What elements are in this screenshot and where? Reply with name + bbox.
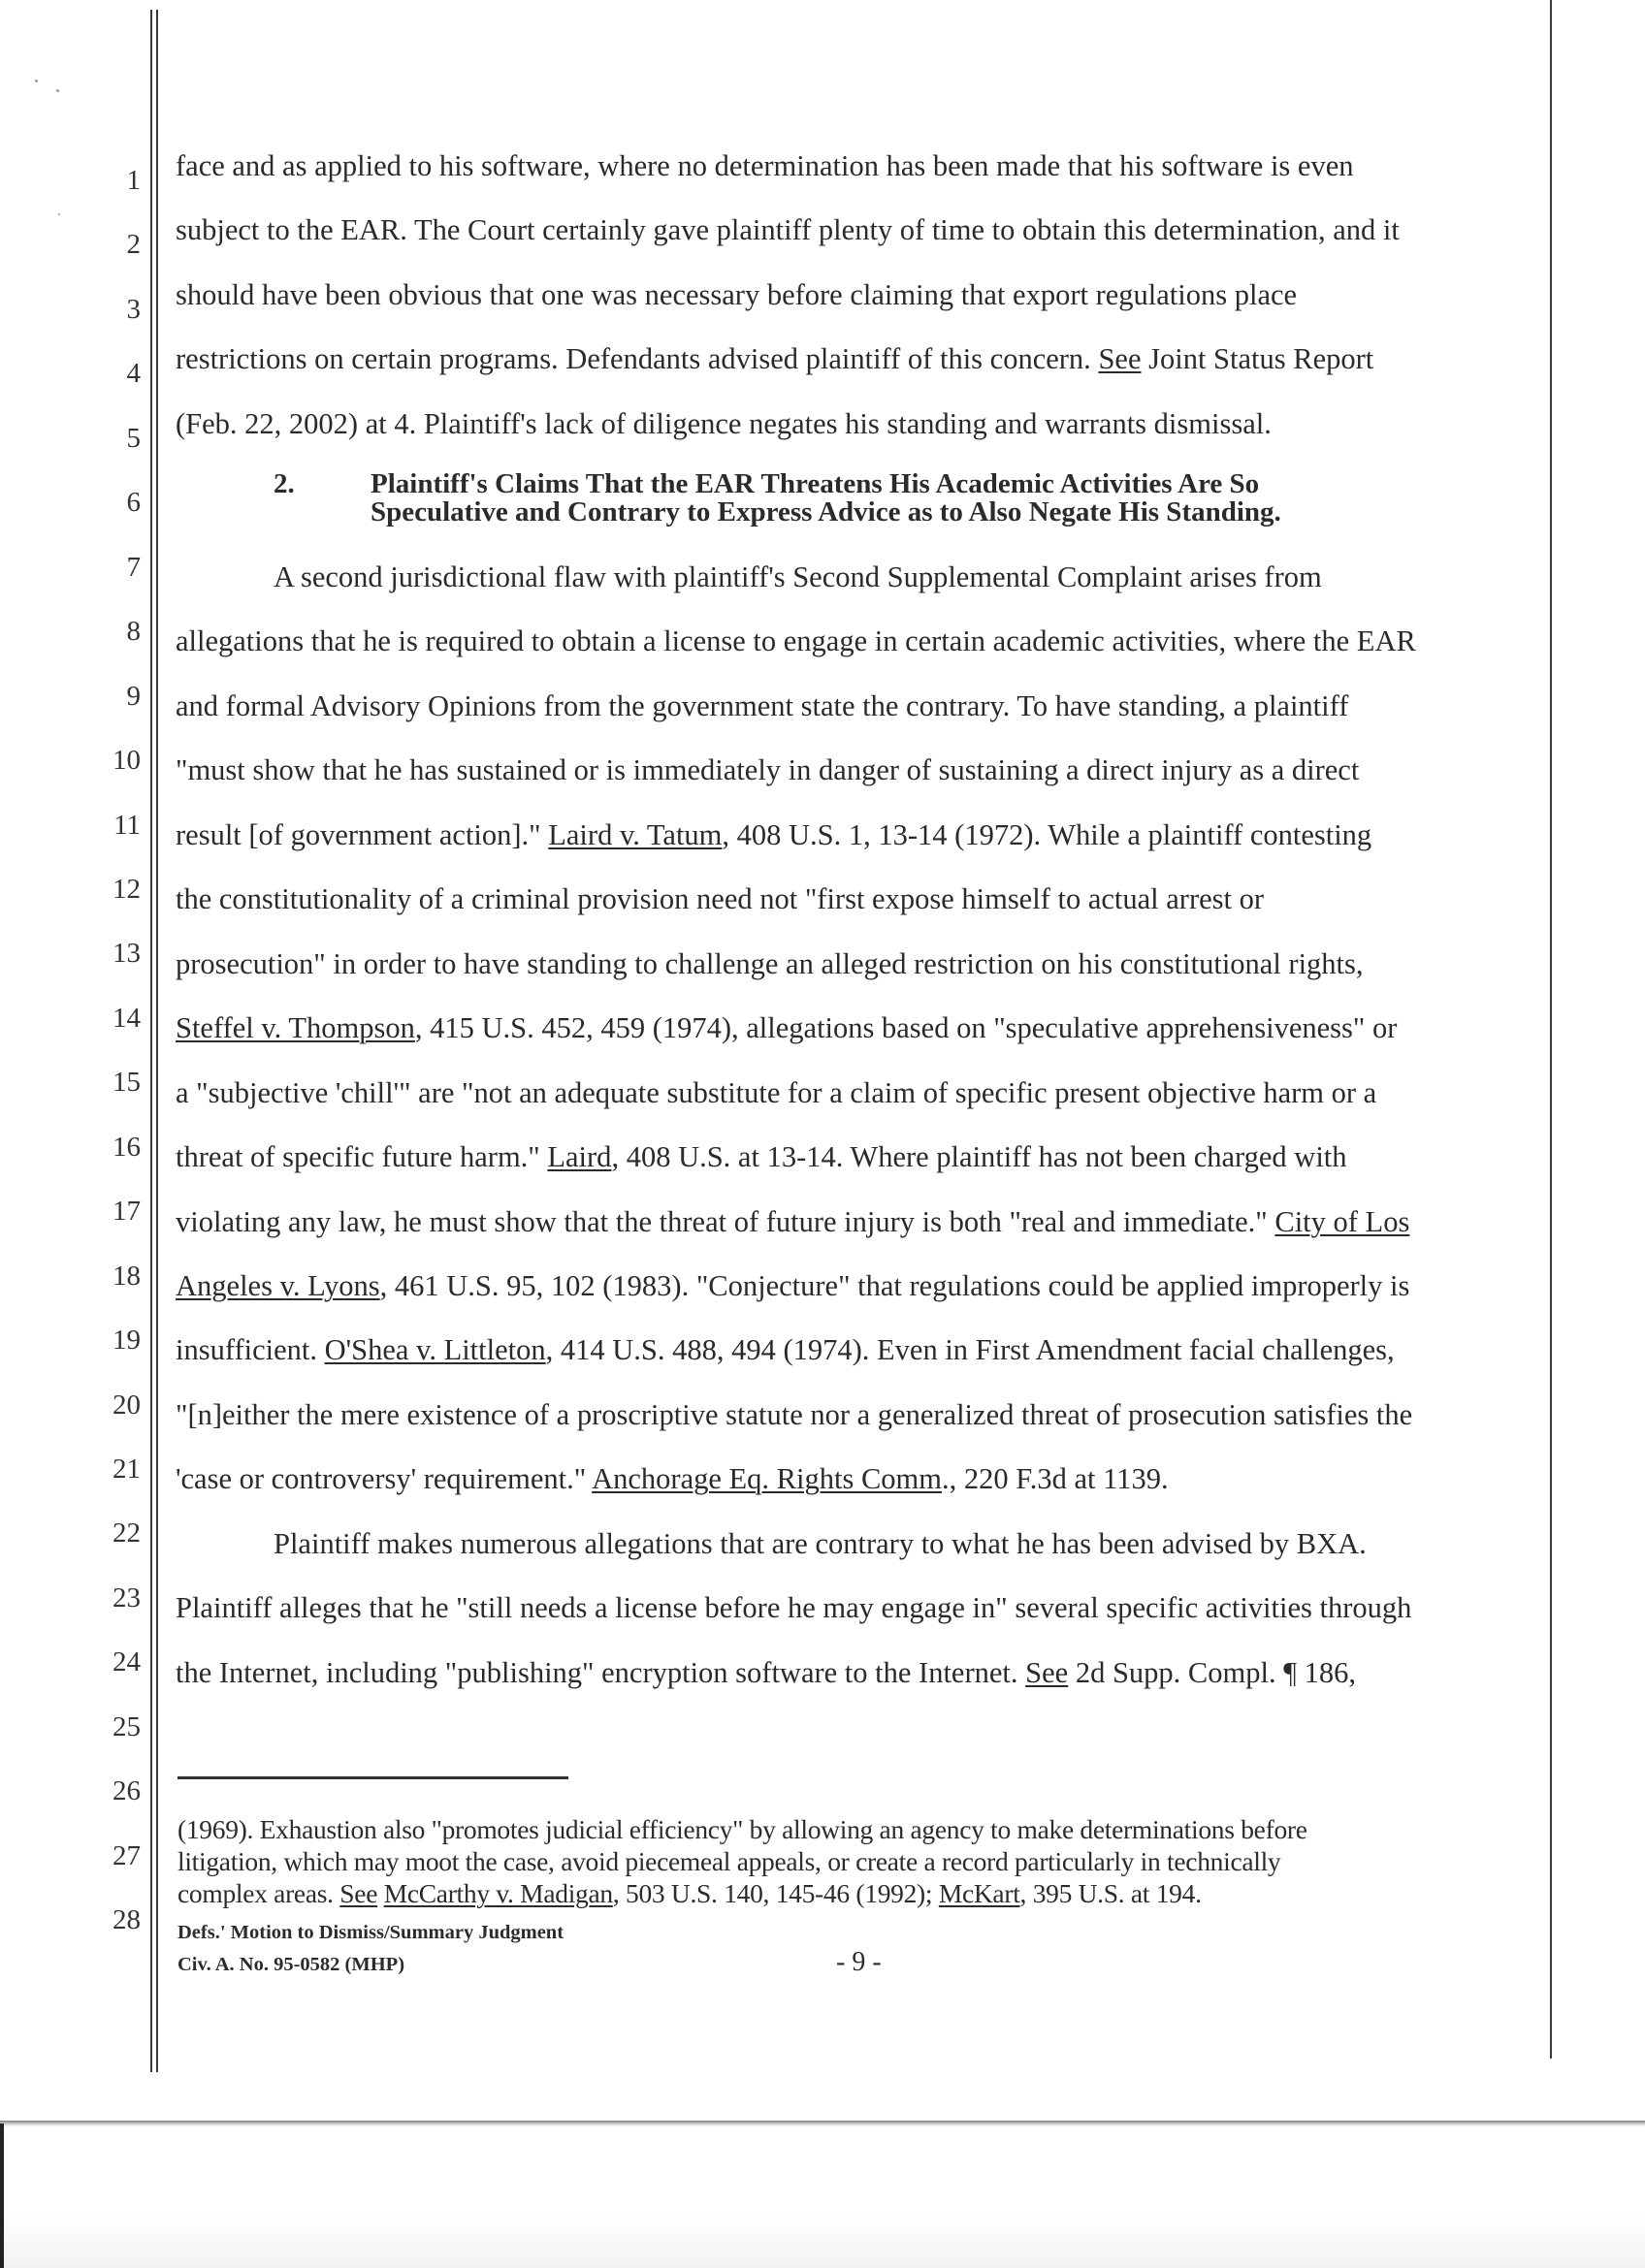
line-number: 16 — [113, 1131, 141, 1163]
text-span: , 461 U.S. 95, 102 (1983). "Conjecture" that regulations could be applied improperly is — [379, 1268, 1410, 1302]
body-text-line — [176, 1268, 1410, 1302]
line-number: 11 — [113, 809, 141, 841]
text-span: 'case or controversy' requirement." — [176, 1462, 593, 1496]
body-text-line: should have been obvious that one was necessary before claiming that export regulations place — [176, 277, 1298, 311]
body-text-line — [176, 1204, 1410, 1238]
body-text-line: subject to the EAR. The Court certainly gave plaintiff plenty of time to obtain this determination, and it — [176, 213, 1400, 247]
footnote-text: complex areas. — [177, 1878, 340, 1908]
body-text-line: the constitutionality of a criminal provision need not "first expose himself to actual arrest or — [176, 882, 1265, 916]
line-number: 18 — [113, 1260, 141, 1292]
text-span: , 415 U.S. 452, 459 (1974), allegations based on "speculative apprehensiveness" or — [414, 1011, 1398, 1045]
text-span: Joint Status Report — [1141, 342, 1374, 376]
footnote-line-1: (1969). Exhaustion also "promotes judicial efficiency" by allowing an agency to make determinations before — [177, 1814, 1307, 1844]
line-number: 17 — [113, 1196, 141, 1228]
underlined-citation: Angeles v. Lyons — [176, 1268, 380, 1302]
left-margin-rule-outer — [150, 10, 152, 2072]
text-span: , 414 U.S. 488, 494 (1974). Even in First Amendment facial challenges, — [545, 1333, 1395, 1367]
line-number: 6 — [126, 487, 141, 519]
underlined-citation: Laird — [547, 1140, 612, 1174]
scan-speck — [56, 89, 59, 92]
body-text-line: a "subjective 'chill'" are "not an adequate substitute for a claim of specific present objective harm or a — [176, 1075, 1377, 1109]
text-span: threat of specific future harm." — [176, 1140, 548, 1174]
text-span: , 408 U.S. at 13-14. Where plaintiff has not been charged with — [611, 1140, 1347, 1174]
text-span: violating any law, he must show that the threat of future injury is both "real and immediate." — [176, 1204, 1275, 1238]
scanner-bed-area — [0, 2126, 1645, 2268]
line-number: 4 — [126, 358, 141, 390]
line-number: 15 — [113, 1067, 141, 1099]
scan-page-edge — [0, 2121, 1645, 2126]
text-span: restrictions on certain programs. Defendants advised plaintiff of this concern. — [176, 342, 1099, 376]
page-number: - 9 - — [836, 1947, 882, 1977]
text-span: insufficient. — [176, 1333, 325, 1367]
scan-speck — [58, 213, 60, 215]
text-span: the Internet, including "publishing" encryption software to the Internet. — [176, 1655, 1026, 1689]
body-text-line: Plaintiff makes numerous allegations that are contrary to what he has been advised by BXA. — [274, 1526, 1367, 1560]
body-text-line: face and as applied to his software, where no determination has been made that his software is even — [176, 149, 1354, 182]
body-text-line — [176, 1335, 1395, 1365]
body-text-line — [176, 1464, 1169, 1494]
underlined-citation: See — [1098, 342, 1142, 376]
line-number: 12 — [113, 873, 141, 905]
line-number: 2 — [126, 229, 141, 261]
text-span: ., 220 F.3d at 1139. — [942, 1462, 1169, 1496]
body-text-line — [176, 1013, 1397, 1043]
body-text-line: "must show that he has sustained or is immediately in danger of sustaining a direct injury as a direct — [176, 753, 1360, 787]
footnote-separator — [177, 1776, 568, 1779]
case-citation-mccarthy: McCarthy v. Madigan — [383, 1878, 613, 1908]
body-text-line: (Feb. 22, 2002) at 4. Plaintiff's lack of diligence negates his standing and warrants dismissal. — [176, 406, 1272, 440]
left-margin-rule-inner — [156, 10, 158, 2072]
line-number: 25 — [113, 1710, 141, 1742]
body-text-line: and formal Advisory Opinions from the government state the contrary. To have standing, a plaintiff — [176, 688, 1349, 722]
footnote-text — [377, 1878, 384, 1908]
text-span: result [of government action]." — [176, 817, 549, 851]
footer-caption-title: Defs.' Motion to Dismiss/Summary Judgment — [177, 1922, 564, 1943]
section-heading-line-2: Speculative and Contrary to Express Advice as to Also Negate His Standing. — [371, 496, 1281, 527]
body-text-line: allegations that he is required to obtain a license to engage in certain academic activities, where the EAR — [176, 624, 1416, 658]
line-number: 1 — [126, 165, 141, 196]
text-span: , 408 U.S. 1, 13-14 (1972). While a plaintiff contesting — [722, 817, 1372, 851]
underlined-citation: See — [1025, 1655, 1069, 1689]
line-number: 5 — [126, 422, 141, 454]
line-number: 10 — [113, 745, 141, 777]
line-number: 23 — [113, 1581, 141, 1613]
right-margin-rule — [1550, 0, 1552, 2059]
citation-signal-see: See — [339, 1878, 378, 1908]
line-number: 14 — [113, 1002, 141, 1034]
line-number: 13 — [113, 938, 141, 970]
scan-speck — [35, 80, 38, 82]
underlined-citation: City of Los — [1274, 1204, 1410, 1238]
scan-left-edge — [0, 2124, 4, 2268]
line-number: 28 — [113, 1904, 141, 1936]
line-number: 7 — [126, 551, 141, 583]
case-citation-mckart: McKart — [938, 1878, 1020, 1908]
underlined-citation: Anchorage Eq. Rights Comm — [592, 1462, 942, 1496]
line-number: 21 — [113, 1453, 141, 1485]
footnote-text: , 503 U.S. 140, 145-46 (1992); — [612, 1878, 939, 1908]
body-text-line: prosecution" in order to have standing to challenge an alleged restriction on his constitutional rights, — [176, 946, 1364, 980]
body-text-line — [176, 344, 1373, 374]
body-text-line: Plaintiff alleges that he "still needs a license before he may engage in" several specific activities through — [176, 1591, 1412, 1625]
line-number: 19 — [113, 1325, 141, 1357]
line-number: 22 — [113, 1517, 141, 1549]
body-text-line — [176, 1142, 1347, 1172]
body-text-line — [176, 817, 1372, 851]
text-span: 2d Supp. Compl. ¶ 186, — [1068, 1655, 1357, 1689]
line-number: 3 — [126, 293, 141, 325]
footnote-line-3 — [177, 1880, 1202, 1907]
underlined-citation: Laird v. Tatum — [548, 817, 723, 851]
line-number: 24 — [113, 1646, 141, 1678]
underlined-citation: O'Shea v. Littleton — [324, 1333, 546, 1367]
section-heading-line-1: Plaintiff's Claims That the EAR Threatens His Academic Activities Are So — [371, 468, 1260, 499]
line-number: 26 — [113, 1775, 141, 1807]
line-number: 27 — [113, 1839, 141, 1871]
line-number: 8 — [126, 616, 141, 648]
body-text-line — [176, 1655, 1357, 1689]
underlined-citation: Steffel v. Thompson — [176, 1011, 415, 1045]
line-number: 9 — [126, 680, 141, 712]
footer-caption-case-number: Civ. A. No. 95-0582 (MHP) — [177, 1954, 405, 1975]
footnote-text: , 395 U.S. at 194. — [1019, 1878, 1202, 1908]
section-heading-number: 2. — [274, 468, 295, 499]
body-text-line: "[n]either the mere existence of a proscriptive statute nor a generalized threat of prosecution satisfies the — [176, 1397, 1413, 1431]
footnote-line-2: litigation, which may moot the case, avoid piecemeal appeals, or create a record particularly in technically — [177, 1846, 1281, 1876]
body-text-line: A second jurisdictional flaw with plaintiff's Second Supplemental Complaint arises from — [274, 560, 1322, 593]
line-number: 20 — [113, 1389, 141, 1421]
